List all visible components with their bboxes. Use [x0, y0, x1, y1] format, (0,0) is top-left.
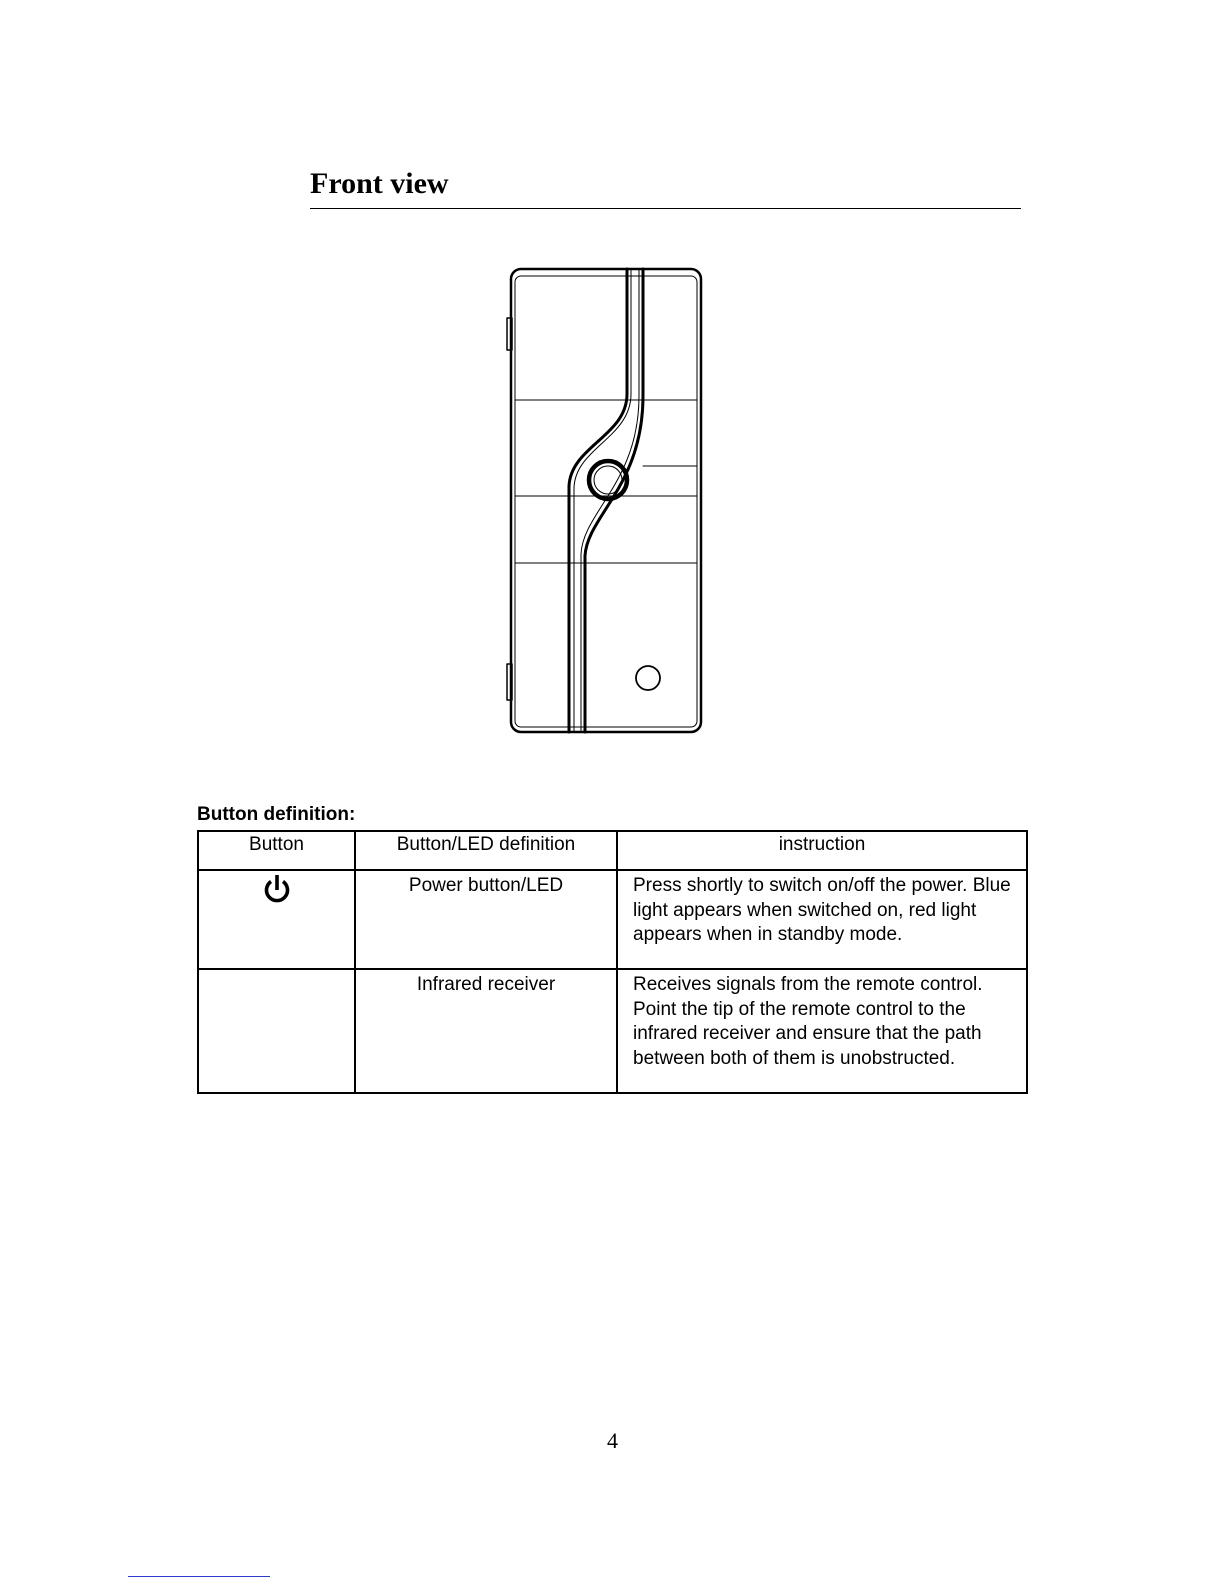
device-front-illustration: [505, 266, 707, 736]
table-cell-button: [198, 969, 355, 1093]
footer-link-underline: [128, 1576, 270, 1577]
section-title: Front view: [310, 167, 449, 200]
button-definition-caption: Button definition:: [197, 804, 356, 825]
device-side-tab-bottom: [507, 664, 512, 700]
table-row: [198, 870, 1027, 969]
button-definition-table: [197, 830, 1028, 1094]
table-cell-definition: Power button/LED: [355, 870, 617, 969]
title-divider: [310, 208, 1021, 209]
device-s-curve-left: [569, 269, 627, 732]
device-side-tab-top: [507, 318, 512, 350]
device-body-inner: [515, 276, 697, 727]
table-cell-instruction: Receives signals from the remote control. Point the tip of the remote control to the infrared receiver and ensure that the path between both of them is unobstructed.: [617, 969, 1027, 1093]
page-number: 4: [607, 1428, 618, 1453]
table-row: [198, 969, 1027, 1093]
power-icon: [262, 875, 292, 905]
table-cell-instruction: Press shortly to switch on/off the power. Blue light appears when switched on, red light appears when in standby mode.: [617, 870, 1027, 969]
column-header-button: Button: [198, 831, 355, 870]
table-header-row: [198, 831, 1027, 870]
device-s-curve-right: [585, 269, 643, 732]
table-cell-definition: Infrared receiver: [355, 969, 617, 1093]
column-header-instruction: instruction: [617, 831, 1027, 870]
device-infrared-receiver: [636, 666, 660, 690]
table-cell-button: [198, 870, 355, 969]
column-header-definition: Button/LED definition: [355, 831, 617, 870]
